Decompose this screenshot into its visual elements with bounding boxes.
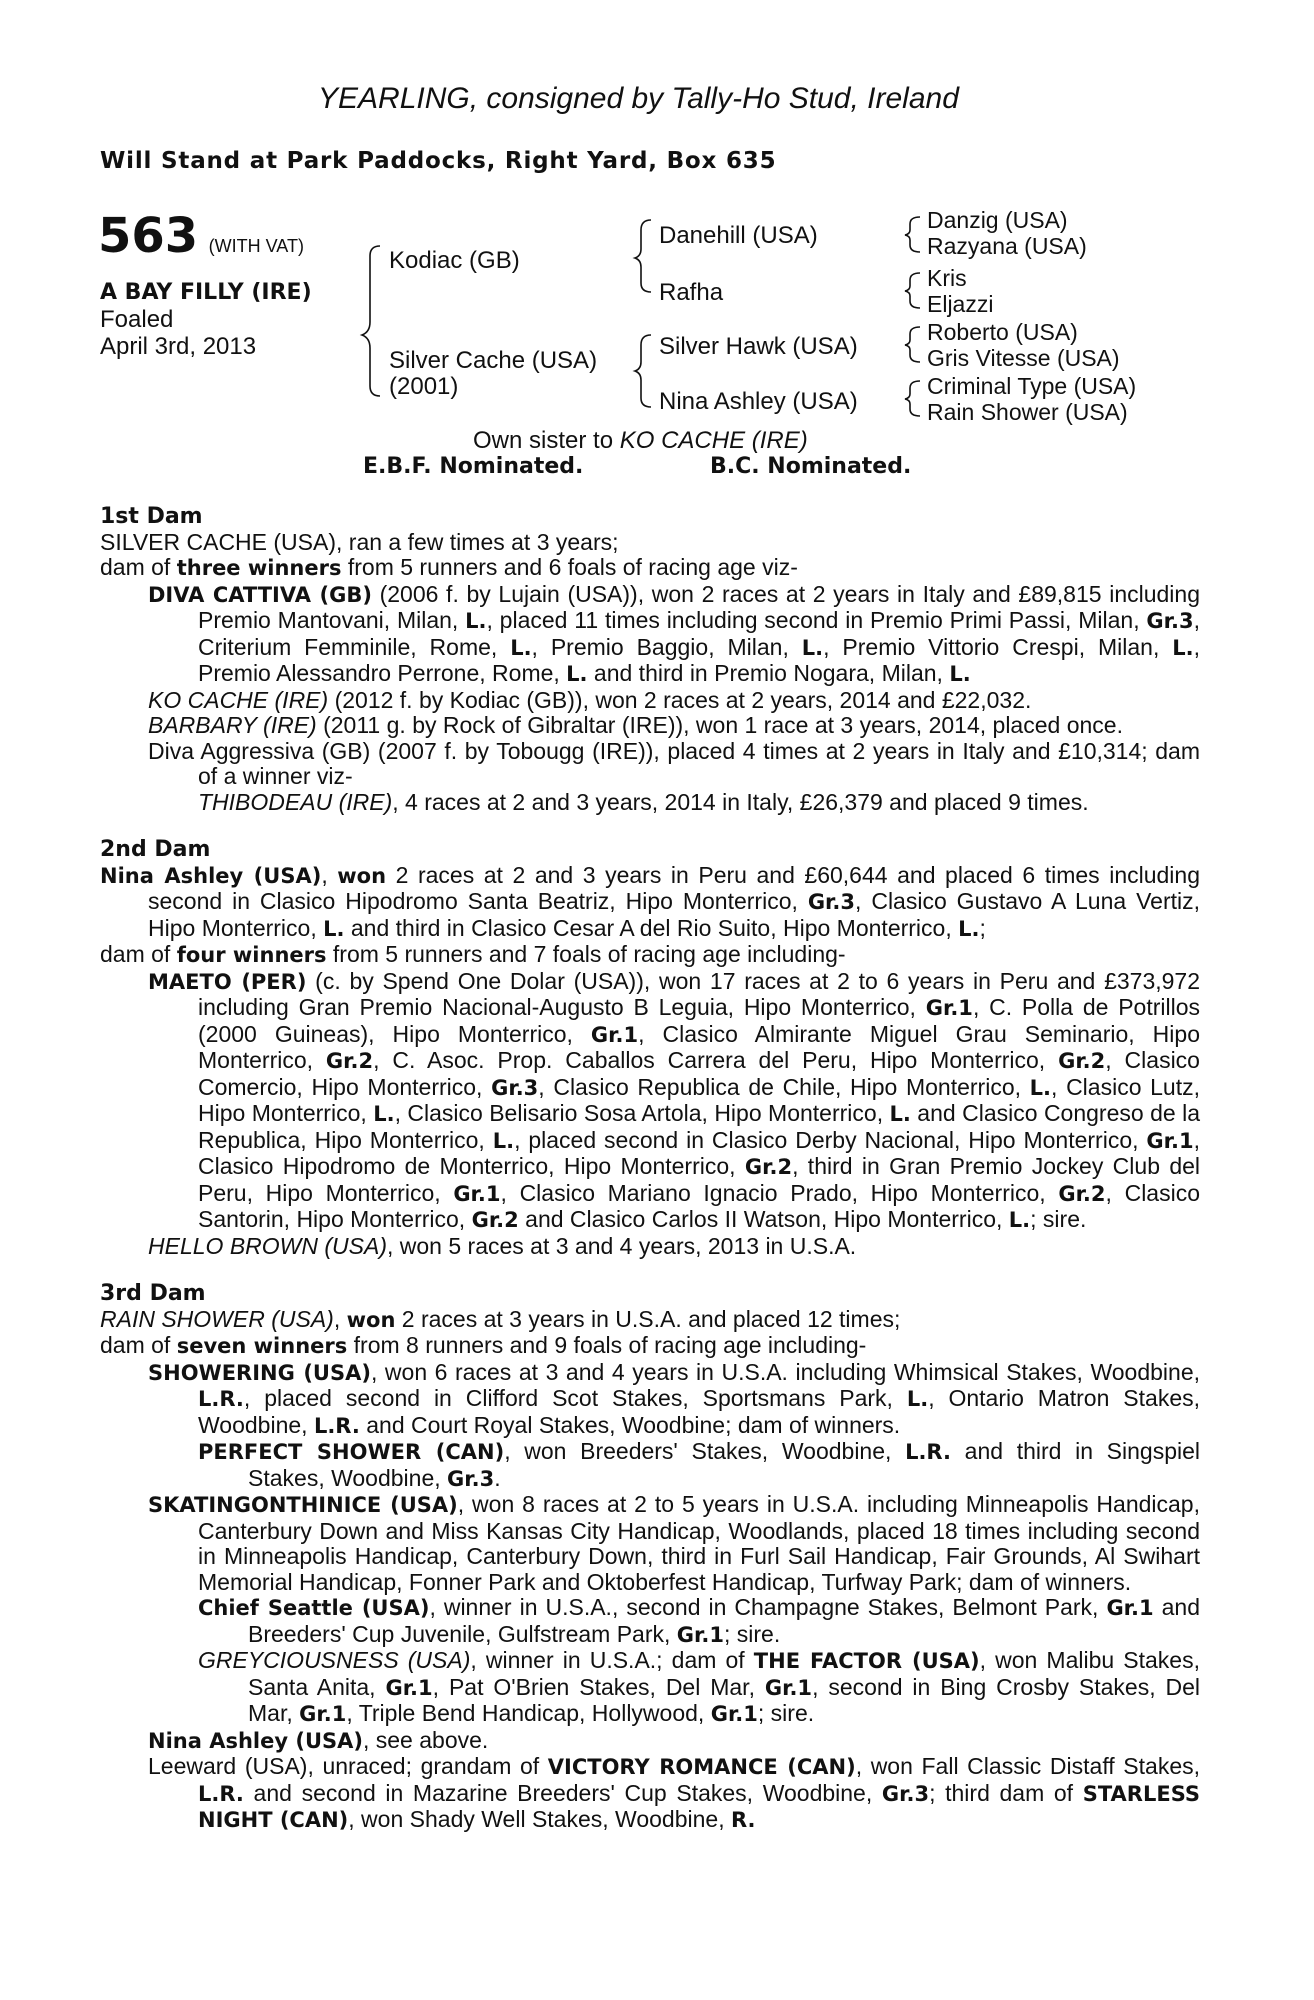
great-grandsire-3: Roberto (USA) bbox=[927, 319, 1078, 345]
second-dam-produce-summary: dam of four winners from 5 runners and 7 foals of racing age including- bbox=[100, 941, 846, 967]
bc-nomination: B.C. Nominated. bbox=[710, 454, 912, 479]
produce-diva-cattiva: DIVA CATTIVA (GB) (2006 f. by Lujain (USA)), won 2 races at 2 years in Italy and £89,815 including Premio Mantovani, Milan, L., placed 11 times including second in Premio Primi Passi, Milan, Gr.3, Criterium Femminile, Rome, L., Premio Baggio, Milan, L., Premio Vittorio Crespi, Milan, L., Premio Alessandro Perrone, Rome, L. and third in Premio Nogara, Milan, L. bbox=[148, 580, 1200, 686]
great-granddam-3: Gris Vitesse (USA) bbox=[927, 345, 1120, 371]
great-grandsire-1: Danzig (USA) bbox=[927, 207, 1068, 233]
produce-diva-aggressiva: Diva Aggressiva (GB) (2007 f. by Tobougg (IRE)), placed 4 times at 2 years in Italy and £10,314; dam of a winner viz- bbox=[148, 737, 1200, 789]
dam-foaling-year: (2001) bbox=[389, 373, 459, 400]
vat-note: (WITH VAT) bbox=[208, 236, 304, 256]
great-grandsire-2: Kris bbox=[927, 265, 967, 291]
great-grandsire-4: Criminal Type (USA) bbox=[927, 373, 1137, 399]
dam-of-dam: Nina Ashley (USA) bbox=[659, 388, 858, 415]
foaled-date: April 3rd, 2013 bbox=[100, 333, 257, 360]
produce-hello-brown: HELLO BROWN (USA), won 5 races at 3 and 4 years, 2013 in U.S.A. bbox=[148, 1232, 857, 1259]
produce-leeward: Leeward (USA), unraced; grandam of VICTORY ROMANCE (CAN), won Fall Classic Distaff Stakes, L.R. and second in Mazarine Breeders' Cup Stakes, Woodbine, Gr.3; third dam of STARLESS NIGHT (CAN), won Shady Well Stakes, Woodbine, R. bbox=[148, 1753, 1201, 1832]
great-granddam-2: Eljazzi bbox=[927, 291, 994, 317]
second-dam-heading: 2nd Dam bbox=[100, 837, 211, 862]
first-dam-line-2: dam of three winners from 5 runners and 6 foals of racing age viz- bbox=[100, 554, 798, 580]
own-sister-prefix: Own sister to bbox=[473, 427, 620, 454]
ebf-nomination: E.B.F. Nominated. bbox=[363, 454, 584, 479]
dam: Silver Cache (USA) bbox=[389, 347, 598, 374]
produce-ko-cache: KO CACHE (IRE) (2012 f. by Kodiac (GB)), won 2 races at 2 years, 2014 and £22,032. bbox=[148, 686, 1032, 713]
dam-of-sire: Rafha bbox=[659, 279, 724, 306]
sire: Kodiac (GB) bbox=[389, 247, 520, 274]
third-dam-record: RAIN SHOWER (USA), won 2 races at 3 years in U.S.A. and placed 12 times; bbox=[100, 1305, 901, 1332]
own-sister-note bbox=[473, 427, 808, 455]
produce-barbary: BARBARY (IRE) (2011 g. by Rock of Gibraltar (IRE)), won 1 race at 3 years, 2014, placed once. bbox=[148, 712, 1123, 738]
third-dam-produce-summary: dam of seven winners from 8 runners and 9 foals of racing age including- bbox=[100, 1332, 867, 1358]
sale-heading: YEARLING, consigned by Tally-Ho Stud, Ireland bbox=[318, 82, 959, 115]
stable-location: Will Stand at Park Paddocks, Right Yard, Box 635 bbox=[100, 148, 777, 174]
produce-greyciousness: GREYCIOUSNESS (USA), winner in U.S.A.; dam of THE FACTOR (USA), won Malibu Stakes, Santa Anita, Gr.1, Pat O'Brien Stakes, Del Mar, Gr.1, second in Bing Crosby Stakes, Del Mar, Gr.1, Triple Bend Handicap, Hollywood, Gr.1; sire. bbox=[198, 1647, 1200, 1726]
great-granddam-4: Rain Shower (USA) bbox=[927, 399, 1128, 425]
produce-skatingonthinice: SKATINGONTHINICE (USA), won 8 races at 2 to 5 years in U.S.A. including Minneapolis Handicap, Canterbury Down and Miss Kansas City Handicap, Woodlands, placed 18 times including second in Minneapolis Handicap, Canterbury Down, third in Furl Sail Handicap, Fair Grounds, Al Swihart Memorial Handicap, Fonner Park and Oktoberfest Handicap, Turfway Park; dam of winners. bbox=[148, 1491, 1200, 1595]
produce-perfect-shower: PERFECT SHOWER (CAN), won Breeders' Stakes, Woodbine, L.R. and third in Singspiel Stakes, Woodbine, Gr.3. bbox=[198, 1438, 1201, 1491]
produce-nina-ashley: Nina Ashley (USA), see above. bbox=[148, 1726, 489, 1753]
produce-chief-seattle: Chief Seattle (USA), winner in U.S.A., second in Champagne Stakes, Belmont Park, Gr.1 and Breeders' Cup Juvenile, Gulfstream Park, Gr.1; sire. bbox=[198, 1594, 1201, 1647]
sire-of-dam: Silver Hawk (USA) bbox=[659, 333, 858, 360]
first-dam-heading: 1st Dam bbox=[100, 504, 203, 529]
horse-name: A BAY FILLY (IRE) bbox=[100, 280, 312, 305]
foaled-label: Foaled bbox=[100, 306, 174, 333]
produce-maeto: MAETO (PER) (c. by Spend One Dolar (USA)), won 17 races at 2 to 6 years in Peru and £373,972 including Gran Premio Nacional-Augusto B Leguia, Hipo Monterrico, Gr.1, C. Polla de Potrillos (2000 Guineas), Hipo Monterrico, Gr.1, Clasico Almirante Miguel Grau Seminario, Hipo Monterrico, Gr.2, C. Asoc. Prop. Caballos Carrera del Peru, Hipo Monterrico, Gr.2, Clasico Comercio, Hipo Monterrico, Gr.3, Clasico Republica de Chile, Hipo Monterrico, L., Clasico Lutz, Hipo Monterrico, L., Clasico Belisario Sosa Artola, Hipo Monterrico, L. and Clasico Congreso de la Republica, Hipo Monterrico, L., placed second in Clasico Derby Nacional, Hipo Monterrico, Gr.1, Clasico Hipodromo de Monterrico, Hipo Monterrico, Gr.2, third in Gran Premio Jockey Club del Peru, Hipo Monterrico, Gr.1, Clasico Mariano Ignacio Prado, Hipo Monterrico, Gr.2, Clasico Santorin, Hipo Monterrico, Gr.2 and Clasico Carlos II Watson, Hipo Monterrico, L.; sire. bbox=[148, 967, 1201, 1232]
first-dam-line-1: SILVER CACHE (USA), ran a few times at 3 years; bbox=[100, 528, 619, 555]
sire-of-sire: Danehill (USA) bbox=[659, 222, 818, 249]
great-granddam-1: Razyana (USA) bbox=[927, 233, 1087, 259]
lot-number: 563 bbox=[98, 208, 199, 264]
catalogue-body bbox=[100, 504, 1200, 1834]
third-dam-heading: 3rd Dam bbox=[100, 1281, 206, 1306]
produce-showering: SHOWERING (USA), won 6 races at 3 and 4 years in U.S.A. including Whimsical Stakes, Woodbine, L.R., placed second in Clifford Scot Stakes, Sportsmans Park, L., Ontario Matron Stakes, Woodbine, L.R. and Court Royal Stakes, Woodbine; dam of winners. bbox=[148, 1358, 1200, 1438]
own-sister-name: KO CACHE (IRE) bbox=[619, 427, 808, 454]
second-dam-record: Nina Ashley (USA), won 2 races at 2 and 3 years in Peru and £60,644 and placed 6 times including second in Clasico Hipodromo Santa Beatriz, Hipo Monterrico, Gr.3, Clasico Gustavo A Luna Vertiz, Hipo Monterrico, L. and third in Clasico Cesar A del Rio Suito, Hipo Monterrico, L.; bbox=[100, 861, 1201, 941]
produce-thibodeau: THIBODEAU (IRE), 4 races at 2 and 3 years, 2014 in Italy, £26,379 and placed 9 times. bbox=[198, 788, 1089, 815]
